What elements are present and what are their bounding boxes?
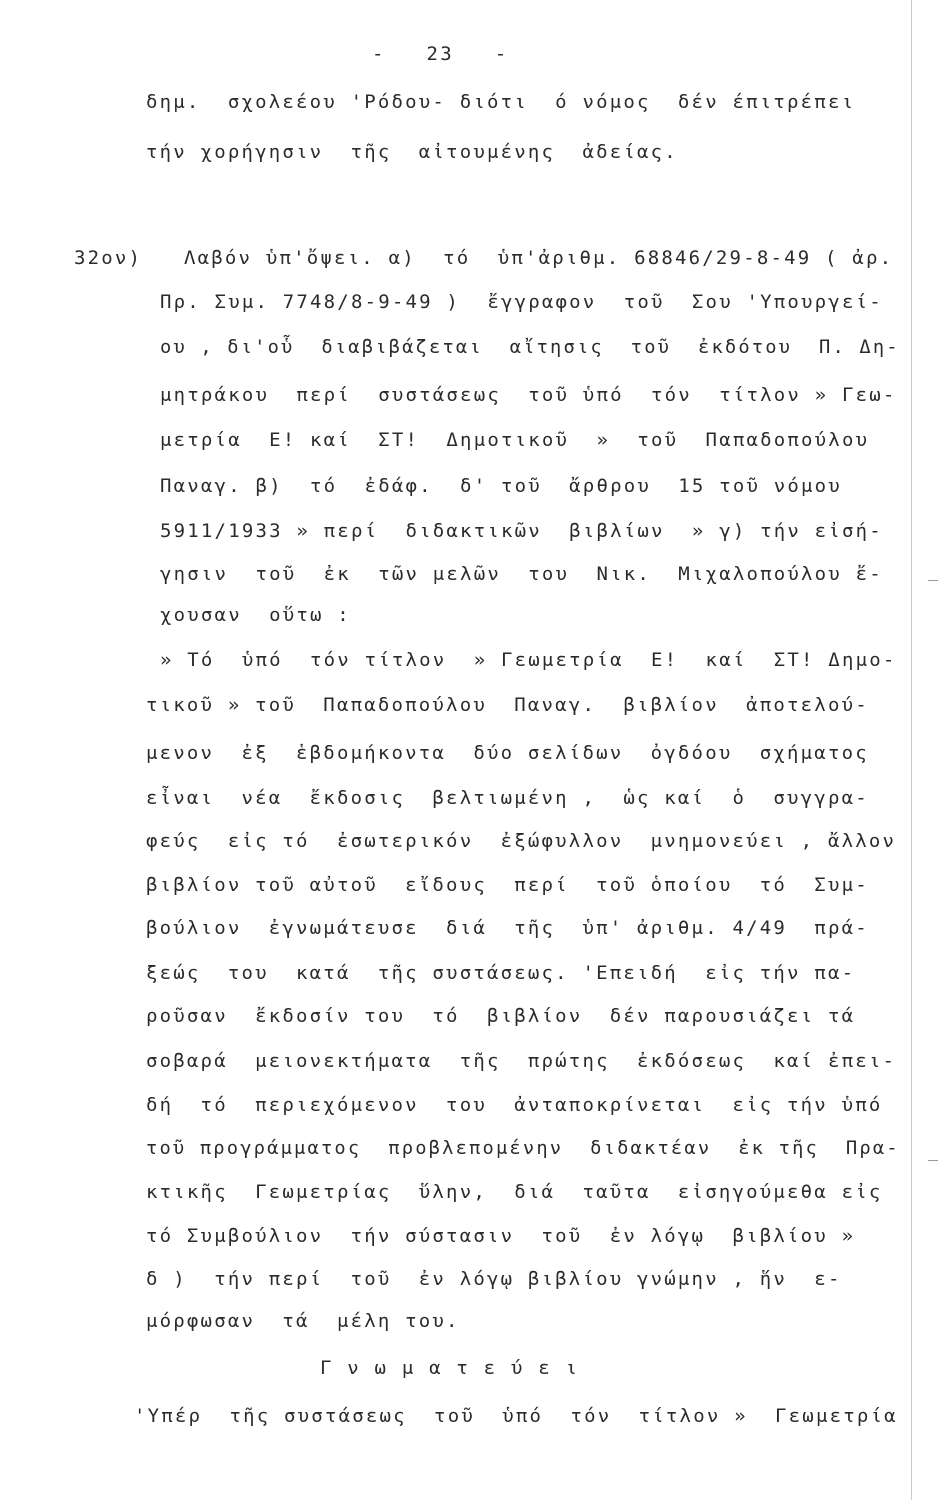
text-line: εἶναι νέα ἔκδοσις βελτιωμένη , ὡς καί ὁ συγγρα-	[146, 787, 869, 809]
text-line: Παναγ. β) τό ἐδάφ. δ' τοῦ ἄρθρου 15 τοῦ νόμου	[160, 475, 842, 497]
text-line: ροῦσαν ἔκδοσίν του τό βιβλίον δέν παρουσιάζει τά	[146, 1005, 856, 1027]
section-heading: Γ ν ω μ α τ ε ύ ε ι	[320, 1357, 580, 1379]
text-line: μητράκου περί συστάσεως τοῦ ὑπό τόν τίτλον » Γεω-	[160, 384, 897, 406]
text-line: δή τό περιεχόμενον του ἀνταποκρίνεται εἰς τήν ὑπό	[146, 1094, 883, 1116]
text-line: δημ. σχολεέου 'Ρόδου- διότι ό νόμος δέν έπιτρέπει	[146, 91, 856, 113]
text-line: Λαβόν ὑπ'ὄψει. α) τό ὑπ'ἀριθμ. 68846/29-8-49 ( ἀρ.	[184, 247, 894, 269]
text-line: γησιν τοῦ ἐκ τῶν μελῶν του Νικ. Μιχαλοπούλου ἔ-	[160, 563, 883, 585]
text-line: μενον ἐξ ἑβδομήκοντα δύο σελίδων ὀγδόου σχήματος	[146, 742, 869, 764]
text-line: μετρία Ε! καί ΣΤ! Δημοτικοῦ » τοῦ Παπαδοπούλου	[160, 429, 870, 451]
text-line: μόρφωσαν τά μέλη του.	[146, 1310, 460, 1332]
text-line: βιβλίον τοῦ αὐτοῦ εἴδους περί τοῦ ὁποίου τό Συμ-	[146, 874, 869, 896]
text-line: Πρ. Συμ. 7748/8-9-49 ) ἔγγραφον τοῦ Σου 'Υπουργεί-	[160, 291, 883, 313]
text-line: τήν χορήγησιν τῆς αἰτουμένης ἀδείας.	[146, 141, 678, 163]
text-line: σοβαρά μειονεκτήματα τῆς πρώτης ἐκδόσεως καί ἐπει-	[146, 1050, 897, 1072]
text-line: τό Συμβούλιον τήν σύστασιν τοῦ ἐν λόγῳ βιβλίου »	[146, 1225, 856, 1247]
text-line: 5911/1933 » περί διδακτικῶν βιβλίων » γ) τήν εἰσή-	[160, 520, 883, 542]
text-line: δ ) τήν περί τοῦ ἐν λόγῳ βιβλίου γνώμην , ἥν ε-	[146, 1268, 842, 1290]
text-line: τικοῦ » τοῦ Παπαδοπούλου Παναγ. βιβλίον ἀποτελού-	[146, 694, 869, 716]
text-line: φεύς εἰς τό ἐσωτερικόν ἐξώφυλλον μνημονεύει , ἄλλον	[146, 830, 897, 852]
margin-mark	[928, 580, 938, 581]
text-line: 'Υπέρ τῆς συστάσεως τοῦ ὑπό τόν τίτλον » Γεωμετρία	[134, 1405, 898, 1427]
item-label: 32ον)	[74, 247, 143, 269]
text-line: βούλιον ἐγνωμάτευσε διά τῆς ὑπ' ἀριθμ. 4/49 πρά-	[146, 917, 869, 939]
margin-mark	[928, 1160, 938, 1161]
page-edge-line	[911, 0, 912, 1500]
page-number: - 23 -	[372, 43, 509, 65]
text-line: ξεώς του κατά τῆς συστάσεως. 'Επειδή εἰς τήν πα-	[146, 962, 856, 984]
text-line: » Τό ὑπό τόν τίτλον » Γεωμετρία Ε! καί ΣΤ! Δημο-	[160, 649, 897, 671]
text-line: κτικῆς Γεωμετρίας ὕλην, διά ταῦτα εἰσηγούμεθα εἰς	[146, 1181, 883, 1203]
text-line: ου , δι'οὗ διαβιβάζεται αἴτησις τοῦ ἐκδότου Π. Δη-	[160, 337, 900, 358]
text-line: τοῦ προγράμματος προβλεπομένην διδακτέαν ἐκ τῆς Πρα-	[146, 1138, 900, 1159]
text-line: χουσαν οὕτω :	[160, 604, 351, 626]
